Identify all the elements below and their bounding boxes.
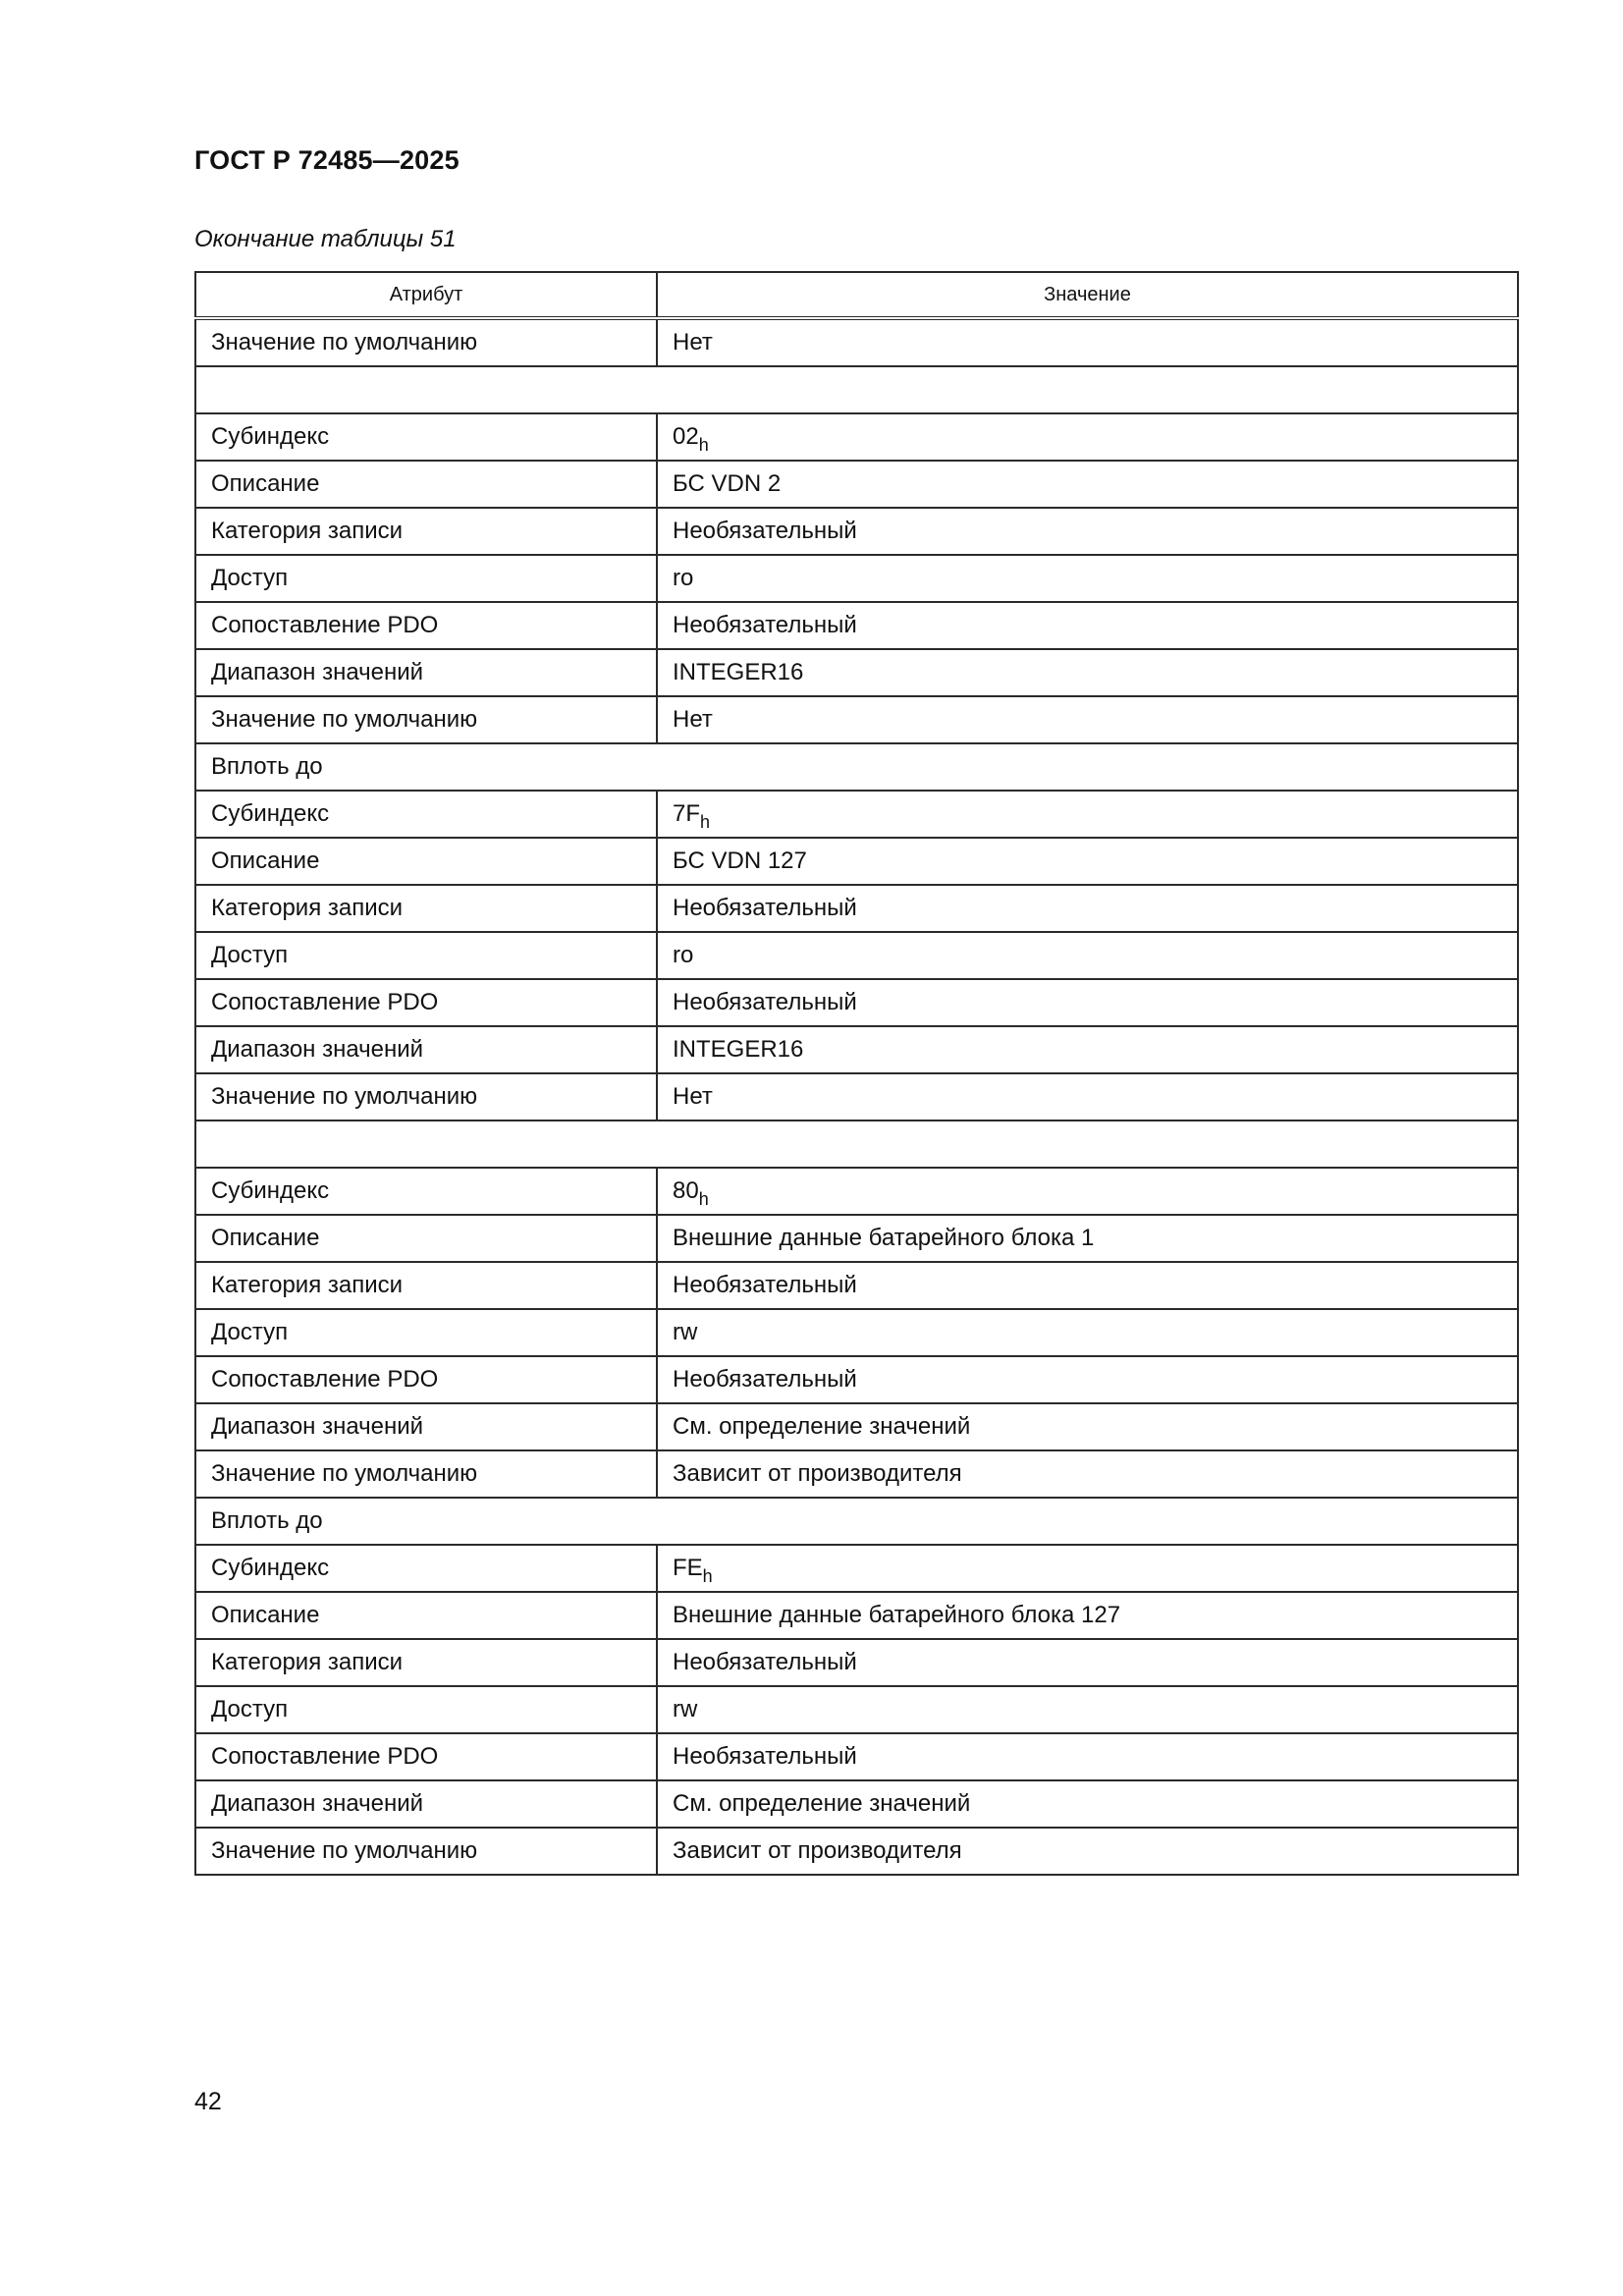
value-cell xyxy=(657,696,1518,743)
value-text: Необязательный xyxy=(673,1366,857,1393)
table-row xyxy=(195,1403,1518,1450)
table-row xyxy=(195,696,1518,743)
table-row xyxy=(195,318,1518,366)
attribute-cell: Сопоставление PDO xyxy=(195,979,657,1026)
table-row xyxy=(195,1686,1518,1733)
value-cell xyxy=(657,791,1518,838)
table-row xyxy=(195,1639,1518,1686)
attribute-cell: Диапазон значений xyxy=(195,1403,657,1450)
table-row xyxy=(195,461,1518,508)
table-row xyxy=(195,1073,1518,1121)
value-text: ro xyxy=(673,942,694,968)
attribute-cell: Сопоставление PDO xyxy=(195,1733,657,1780)
value-cell xyxy=(657,1215,1518,1262)
attribute-cell: Описание xyxy=(195,1592,657,1639)
value-cell xyxy=(657,413,1518,461)
value-cell xyxy=(657,1592,1518,1639)
attribute-cell: Сопоставление PDO xyxy=(195,1356,657,1403)
attribute-cell: Категория записи xyxy=(195,508,657,555)
value-cell xyxy=(657,1356,1518,1403)
attribute-cell: Доступ xyxy=(195,1686,657,1733)
column-header-attribute: Атрибут xyxy=(195,272,657,318)
value-text: БС VDN 127 xyxy=(673,847,807,874)
attribute-cell: Категория записи xyxy=(195,1639,657,1686)
attribute-cell: Описание xyxy=(195,1215,657,1262)
value-text: Необязательный xyxy=(673,1743,857,1770)
value-cell xyxy=(657,1686,1518,1733)
value-cell xyxy=(657,508,1518,555)
value-text: 02 xyxy=(673,423,699,450)
attribute-cell: Значение по умолчанию xyxy=(195,1073,657,1121)
hex-subscript: h xyxy=(698,1189,709,1209)
attribute-cell: Субиндекс xyxy=(195,791,657,838)
value-cell xyxy=(657,602,1518,649)
value-text: rw xyxy=(673,1319,698,1345)
value-cell xyxy=(657,1403,1518,1450)
value-text: Необязательный xyxy=(673,1649,857,1675)
table-row xyxy=(195,1262,1518,1309)
table-row xyxy=(195,1356,1518,1403)
attribute-cell: Доступ xyxy=(195,555,657,602)
value-cell xyxy=(657,649,1518,696)
value-text: Необязательный xyxy=(673,612,857,638)
value-text: ro xyxy=(673,565,694,591)
table-row xyxy=(195,1450,1518,1498)
table-body xyxy=(195,318,1518,1875)
value-text: См. определение значений xyxy=(673,1790,971,1817)
table-row xyxy=(195,932,1518,979)
empty-separator-cell xyxy=(195,1121,1518,1168)
table-row xyxy=(195,1733,1518,1780)
hex-subscript: h xyxy=(698,435,709,455)
value-text: Зависит от производителя xyxy=(673,1837,962,1864)
value-text: Необязательный xyxy=(673,989,857,1015)
value-text: Внешние данные батарейного блока 1 xyxy=(673,1225,1095,1251)
value-cell xyxy=(657,838,1518,885)
table-row xyxy=(195,1215,1518,1262)
attribute-cell: Субиндекс xyxy=(195,1168,657,1215)
table-row xyxy=(195,508,1518,555)
value-cell xyxy=(657,1780,1518,1828)
value-cell xyxy=(657,979,1518,1026)
value-cell xyxy=(657,932,1518,979)
value-cell xyxy=(657,555,1518,602)
value-text: INTEGER16 xyxy=(673,1036,804,1063)
table-row xyxy=(195,838,1518,885)
table-caption: Окончание таблицы 51 xyxy=(194,226,457,252)
table-row xyxy=(195,1309,1518,1356)
value-text: Необязательный xyxy=(673,518,857,544)
table-row xyxy=(195,1545,1518,1592)
table-row-range xyxy=(195,1498,1518,1545)
attribute-cell: Диапазон значений xyxy=(195,1780,657,1828)
attribute-cell: Сопоставление PDO xyxy=(195,602,657,649)
value-cell xyxy=(657,1262,1518,1309)
attribute-cell: Субиндекс xyxy=(195,1545,657,1592)
attribute-cell: Значение по умолчанию xyxy=(195,1450,657,1498)
value-text: Нет xyxy=(673,1083,713,1110)
attribute-cell: Диапазон значений xyxy=(195,649,657,696)
value-cell xyxy=(657,461,1518,508)
table-row xyxy=(195,649,1518,696)
value-text: 7F xyxy=(673,800,701,827)
table-header-row xyxy=(195,272,1518,318)
page-number: 42 xyxy=(194,2088,222,2115)
value-text: БС VDN 2 xyxy=(673,470,782,497)
column-header-value: Значение xyxy=(657,272,1518,318)
range-cell: Вплоть до xyxy=(195,743,1518,791)
value-text: Внешние данные батарейного блока 127 xyxy=(673,1602,1121,1628)
value-cell xyxy=(657,1545,1518,1592)
value-cell xyxy=(657,1073,1518,1121)
attribute-cell: Доступ xyxy=(195,932,657,979)
value-cell xyxy=(657,1026,1518,1073)
value-text: См. определение значений xyxy=(673,1413,971,1440)
value-text: FE xyxy=(673,1555,703,1581)
attribute-cell: Категория записи xyxy=(195,885,657,932)
value-text: Необязательный xyxy=(673,1272,857,1298)
value-text: INTEGER16 xyxy=(673,659,804,685)
value-cell xyxy=(657,1639,1518,1686)
value-cell xyxy=(657,318,1518,366)
value-cell xyxy=(657,1450,1518,1498)
range-cell: Вплоть до xyxy=(195,1498,1518,1545)
attribute-cell: Доступ xyxy=(195,1309,657,1356)
attribute-cell: Значение по умолчанию xyxy=(195,318,657,366)
attribute-cell: Категория записи xyxy=(195,1262,657,1309)
table-row xyxy=(195,1168,1518,1215)
value-text: Нет xyxy=(673,329,713,355)
value-cell xyxy=(657,1309,1518,1356)
table-row xyxy=(195,1828,1518,1875)
value-cell xyxy=(657,1828,1518,1875)
value-text: Зависит от производителя xyxy=(673,1460,962,1487)
value-text: Необязательный xyxy=(673,895,857,921)
attribute-cell: Субиндекс xyxy=(195,413,657,461)
value-text: 80 xyxy=(673,1177,699,1204)
attribute-cell: Диапазон значений xyxy=(195,1026,657,1073)
document-designation: ГОСТ Р 72485—2025 xyxy=(194,145,460,175)
hex-subscript: h xyxy=(702,1566,713,1586)
table-row-separator xyxy=(195,1121,1518,1168)
table-row xyxy=(195,885,1518,932)
table-row xyxy=(195,555,1518,602)
value-cell xyxy=(657,1168,1518,1215)
table-row-range xyxy=(195,743,1518,791)
value-text: rw xyxy=(673,1696,698,1722)
attribute-cell: Значение по умолчанию xyxy=(195,1828,657,1875)
attribute-cell: Описание xyxy=(195,461,657,508)
table-row-separator xyxy=(195,366,1518,413)
value-cell xyxy=(657,885,1518,932)
attribute-cell: Описание xyxy=(195,838,657,885)
attributes-table xyxy=(194,271,1519,1876)
attribute-cell: Значение по умолчанию xyxy=(195,696,657,743)
table-row xyxy=(195,413,1518,461)
table-row xyxy=(195,791,1518,838)
value-cell xyxy=(657,1733,1518,1780)
table-row xyxy=(195,1592,1518,1639)
table-row xyxy=(195,1780,1518,1828)
table-row xyxy=(195,602,1518,649)
table-row xyxy=(195,979,1518,1026)
hex-subscript: h xyxy=(700,812,711,832)
empty-separator-cell xyxy=(195,366,1518,413)
table-row xyxy=(195,1026,1518,1073)
value-text: Нет xyxy=(673,706,713,733)
